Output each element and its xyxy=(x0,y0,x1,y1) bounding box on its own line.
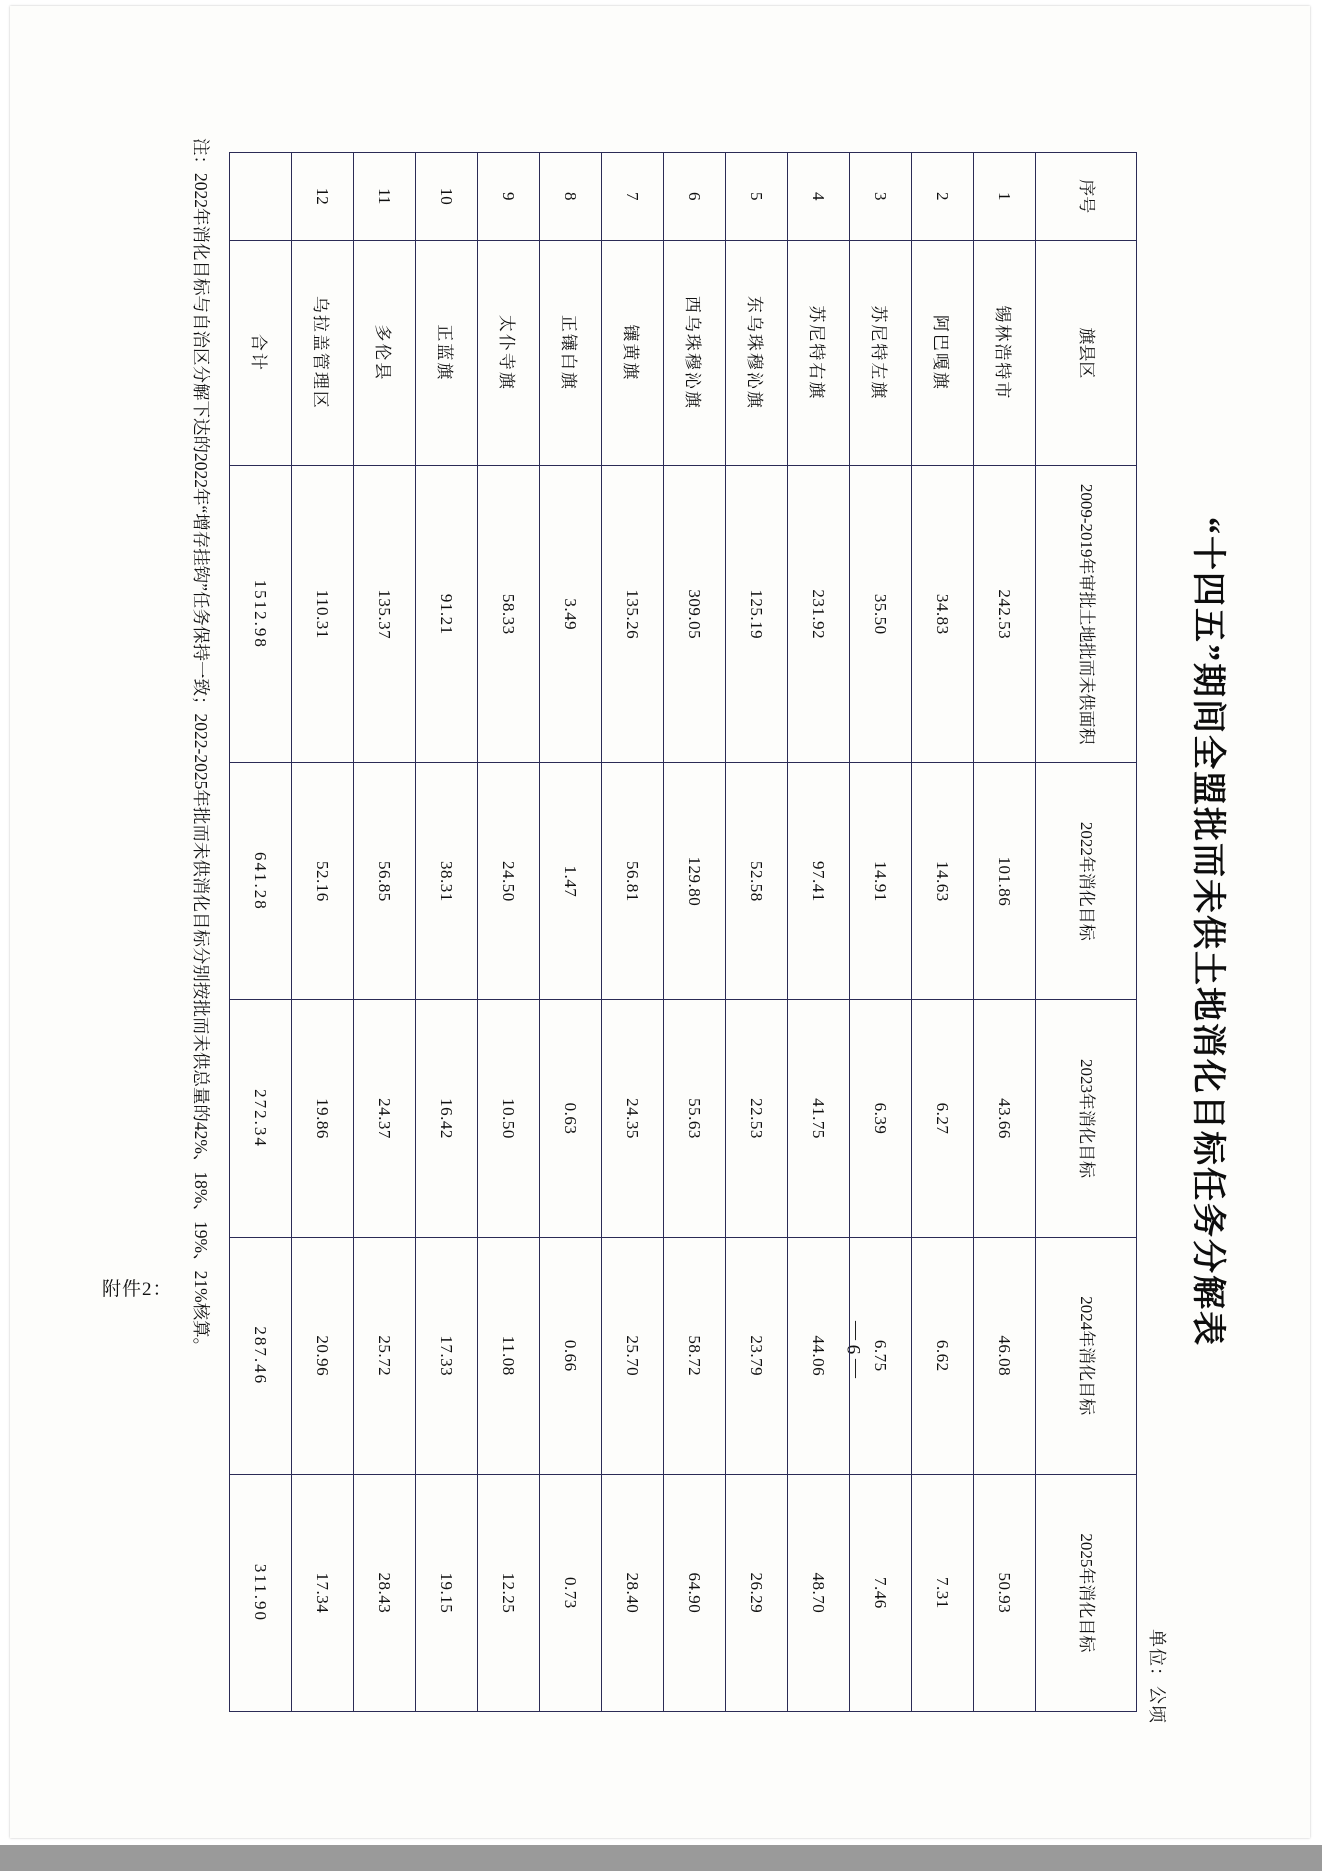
cell-total-label: 合计 xyxy=(230,240,292,466)
cell-2025: 7.31 xyxy=(912,1474,974,1711)
cell-index: 1 xyxy=(974,153,1036,241)
cell-2023: 6.27 xyxy=(912,1000,974,1237)
cell-2023: 55.63 xyxy=(664,1000,726,1237)
cell-2022: 24.50 xyxy=(478,763,540,1000)
cell-2025: 48.70 xyxy=(788,1474,850,1711)
cell-2022: 101.86 xyxy=(974,763,1036,1000)
cell-index: 6 xyxy=(664,153,726,241)
cell-2023: 24.35 xyxy=(602,1000,664,1237)
cell-2025: 28.40 xyxy=(602,1474,664,1711)
cell-2024: 20.96 xyxy=(292,1237,354,1474)
cell-area: 34.83 xyxy=(912,466,974,763)
cell-region: 太仆寺旗 xyxy=(478,240,540,466)
cell-2024: 6.75 xyxy=(850,1237,912,1474)
attachment-label: 附件2： xyxy=(102,1279,173,1300)
cell-2025: 12.25 xyxy=(478,1474,540,1711)
table-footnote: 注：2022年消化目标与自治区分解下达的2022年“增存挂钩”任务保持一致；2022-2025年批而未供消化目标分别按批而未供总量的42%、18%、19%、21%核算。 xyxy=(191,138,211,1356)
cell-total-2024: 287.46 xyxy=(230,1237,292,1474)
cell-index xyxy=(230,153,292,241)
cell-2024: 25.70 xyxy=(602,1237,664,1474)
cell-2023: 43.66 xyxy=(974,1000,1036,1237)
cell-2024: 25.72 xyxy=(354,1237,416,1474)
cell-region: 苏尼特左旗 xyxy=(850,240,912,466)
land-quota-table xyxy=(229,152,1137,1712)
cell-2025: 7.46 xyxy=(850,1474,912,1711)
cell-area: 110.31 xyxy=(292,466,354,763)
table-row xyxy=(416,153,478,1712)
cell-2024: 6.62 xyxy=(912,1237,974,1474)
cell-total-2025: 311.90 xyxy=(230,1474,292,1711)
cell-2022: 14.91 xyxy=(850,763,912,1000)
cell-2022: 1.47 xyxy=(540,763,602,1000)
cell-region: 正镶白旗 xyxy=(540,240,602,466)
cell-2025: 28.43 xyxy=(354,1474,416,1711)
cell-total-2023: 272.34 xyxy=(230,1000,292,1237)
column-header-2023: 2023年消化目标 xyxy=(1036,1000,1137,1237)
table-row xyxy=(478,153,540,1712)
table-row xyxy=(974,153,1036,1712)
cell-region: 西乌珠穆沁旗 xyxy=(664,240,726,466)
cell-index: 8 xyxy=(540,153,602,241)
table-row xyxy=(292,153,354,1712)
cell-index: 7 xyxy=(602,153,664,241)
column-header-2024: 2024年消化目标 xyxy=(1036,1237,1137,1474)
table-row xyxy=(912,153,974,1712)
cell-index: 9 xyxy=(478,153,540,241)
table-row xyxy=(850,153,912,1712)
cell-2023: 0.63 xyxy=(540,1000,602,1237)
cell-2024: 17.33 xyxy=(416,1237,478,1474)
table-row xyxy=(354,153,416,1712)
table-row xyxy=(788,153,850,1712)
page-number: — 9 — xyxy=(844,1321,865,1378)
cell-2022: 56.81 xyxy=(602,763,664,1000)
cell-2022: 14.63 xyxy=(912,763,974,1000)
table-header-row xyxy=(1036,153,1137,1712)
cell-area: 3.49 xyxy=(540,466,602,763)
cell-area: 135.37 xyxy=(354,466,416,763)
cell-index: 5 xyxy=(726,153,788,241)
cell-region: 多伦县 xyxy=(354,240,416,466)
column-header-area: 2009-2019年审批土地批而未供面积 xyxy=(1036,466,1137,763)
column-header-index: 序号 xyxy=(1036,153,1137,241)
column-header-2022: 2022年消化目标 xyxy=(1036,763,1137,1000)
cell-index: 10 xyxy=(416,153,478,241)
cell-region: 东乌珠穆沁旗 xyxy=(726,240,788,466)
cell-2023: 16.42 xyxy=(416,1000,478,1237)
cell-total-area: 1512.98 xyxy=(230,466,292,763)
cell-2024: 58.72 xyxy=(664,1237,726,1474)
cell-2023: 22.53 xyxy=(726,1000,788,1237)
unit-label: 单位：公顷 xyxy=(1147,1629,1167,1724)
cell-2025: 0.73 xyxy=(540,1474,602,1711)
cell-2022: 52.16 xyxy=(292,763,354,1000)
cell-area: 35.50 xyxy=(850,466,912,763)
cell-area: 242.53 xyxy=(974,466,1036,763)
table-row xyxy=(664,153,726,1712)
cell-region: 正蓝旗 xyxy=(416,240,478,466)
cell-region: 镶黄旗 xyxy=(602,240,664,466)
cell-2024: 11.08 xyxy=(478,1237,540,1474)
cell-area: 91.21 xyxy=(416,466,478,763)
table-total-row xyxy=(230,153,292,1712)
cell-2023: 41.75 xyxy=(788,1000,850,1237)
column-header-region: 旗县区 xyxy=(1036,240,1137,466)
table-row xyxy=(602,153,664,1712)
cell-2022: 97.41 xyxy=(788,763,850,1000)
cell-area: 135.26 xyxy=(602,466,664,763)
cell-2025: 19.15 xyxy=(416,1474,478,1711)
cell-2023: 24.37 xyxy=(354,1000,416,1237)
cell-2022: 38.31 xyxy=(416,763,478,1000)
cell-2022: 56.85 xyxy=(354,763,416,1000)
cell-2024: 44.06 xyxy=(788,1237,850,1474)
cell-2023: 19.86 xyxy=(292,1000,354,1237)
table-row xyxy=(726,153,788,1712)
cell-index: 11 xyxy=(354,153,416,241)
cell-index: 3 xyxy=(850,153,912,241)
cell-2025: 50.93 xyxy=(974,1474,1036,1711)
cell-2023: 6.39 xyxy=(850,1000,912,1237)
table-row xyxy=(540,153,602,1712)
cell-2025: 64.90 xyxy=(664,1474,726,1711)
cell-region: 乌拉盖管理区 xyxy=(292,240,354,466)
cell-2022: 52.58 xyxy=(726,763,788,1000)
cell-index: 4 xyxy=(788,153,850,241)
cell-area: 58.33 xyxy=(478,466,540,763)
cell-2024: 23.79 xyxy=(726,1237,788,1474)
page-title: “十四五”期间全盟批而未供土地消化目标任务分解表 xyxy=(1189,517,1226,1347)
cell-region: 苏尼特右旗 xyxy=(788,240,850,466)
cell-index: 2 xyxy=(912,153,974,241)
rotated-content-block xyxy=(176,102,1236,1762)
cell-area: 231.92 xyxy=(788,466,850,763)
paper-sheet xyxy=(10,6,1310,1838)
cell-2024: 46.08 xyxy=(974,1237,1036,1474)
cell-area: 125.19 xyxy=(726,466,788,763)
cell-2025: 26.29 xyxy=(726,1474,788,1711)
cell-2025: 17.34 xyxy=(292,1474,354,1711)
cell-region: 阿巴嘎旗 xyxy=(912,240,974,466)
cell-index: 12 xyxy=(292,153,354,241)
cell-2022: 129.80 xyxy=(664,763,726,1000)
cell-2023: 10.50 xyxy=(478,1000,540,1237)
cell-region: 锡林浩特市 xyxy=(974,240,1036,466)
cell-2024: 0.66 xyxy=(540,1237,602,1474)
column-header-2025: 2025年消化目标 xyxy=(1036,1474,1137,1711)
cell-total-2022: 641.28 xyxy=(230,763,292,1000)
cell-area: 309.05 xyxy=(664,466,726,763)
